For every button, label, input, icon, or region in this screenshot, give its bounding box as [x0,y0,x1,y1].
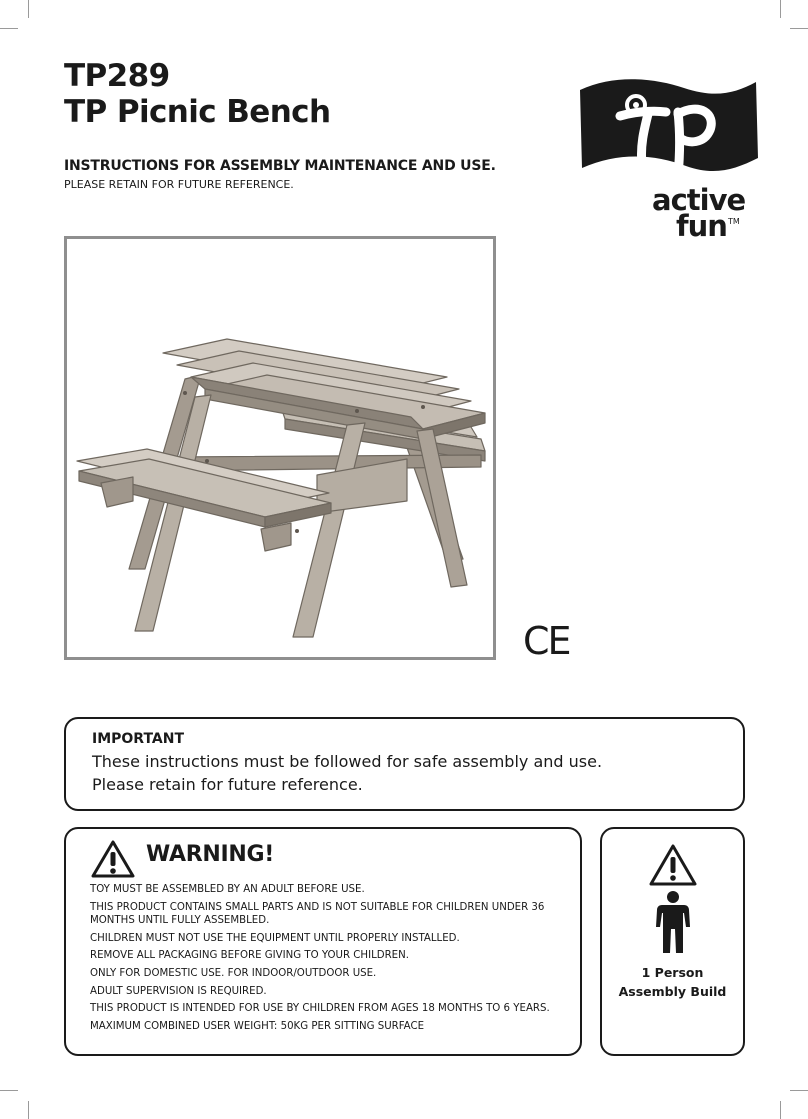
logo-trademark: TM [728,217,740,226]
important-notice [64,717,745,811]
crop-mark-top-right [790,28,808,29]
crop-mark-bottom-left [0,1090,18,1091]
warning-triangle-icon [90,839,136,879]
important-line-1: These instructions must be followed for safe assembly and use. [92,752,603,771]
warning-list [90,883,560,1037]
product-code: TP289 [64,58,170,94]
ce-mark-icon [523,621,579,659]
logo-word-active: active [652,183,746,217]
assembly-requirement [600,827,745,1056]
warning-item: ONLY FOR DOMESTIC USE. FOR INDOOR/OUTDOOR USE. [90,967,377,979]
crop-mark-top-left-v [28,0,29,18]
crop-mark-bottom-right-v [780,1101,781,1119]
product-image-frame [64,236,496,660]
crop-mark-bottom-right [790,1090,808,1091]
warning-title: WARNING! [146,842,274,867]
warning-triangle-icon [648,843,698,887]
warning-item: MAXIMUM COMBINED USER WEIGHT: 50KG PER SITTING SURFACE [90,1020,425,1032]
person-icon [654,891,692,955]
crop-mark-top-left [0,28,18,29]
warning-item: TOY MUST BE ASSEMBLED BY AN ADULT BEFORE USE. [90,884,365,895]
warning-item: CHILDREN MUST NOT USE THE EQUIPMENT UNTIL PROPERLY INSTALLED. [90,932,460,944]
warning-notice [64,827,582,1056]
assembly-person-count: 1 Person [641,965,704,980]
warning-item: ADULT SUPERVISION IS REQUIRED. [90,985,267,997]
svg-text:CE: CE [523,621,570,659]
important-heading: IMPORTANT [92,731,185,747]
product-name: TP Picnic Bench [64,94,331,130]
logo-word-fun: fun [676,209,727,243]
document-title [64,58,330,130]
picnic-bench-illustration [67,239,493,657]
assembly-build-text: Assembly Build [618,984,727,999]
assembly-label [602,963,743,1001]
retain-note: PLEASE RETAIN FOR FUTURE REFERENCE. [64,178,294,191]
important-line-2: Please retain for future reference. [92,775,363,794]
instructions-heading: INSTRUCTIONS FOR ASSEMBLY MAINTENANCE AND USE. [64,158,496,174]
tp-active-fun-logo [574,58,764,248]
warning-item: THIS PRODUCT IS INTENDED FOR USE BY CHILDREN FROM AGES 18 MONTHS TO 6 YEARS. [90,1003,550,1015]
crop-mark-bottom-left-v [28,1101,29,1119]
warning-item: THIS PRODUCT CONTAINS SMALL PARTS AND IS NOT SUITABLE FOR CHILDREN UNDER 36 MONTHS UNTIL FULLY ASSEMBLED. [90,901,545,927]
crop-mark-top-right-v [780,0,781,18]
warning-item: REMOVE ALL PACKAGING BEFORE GIVING TO YOUR CHILDREN. [90,950,409,962]
